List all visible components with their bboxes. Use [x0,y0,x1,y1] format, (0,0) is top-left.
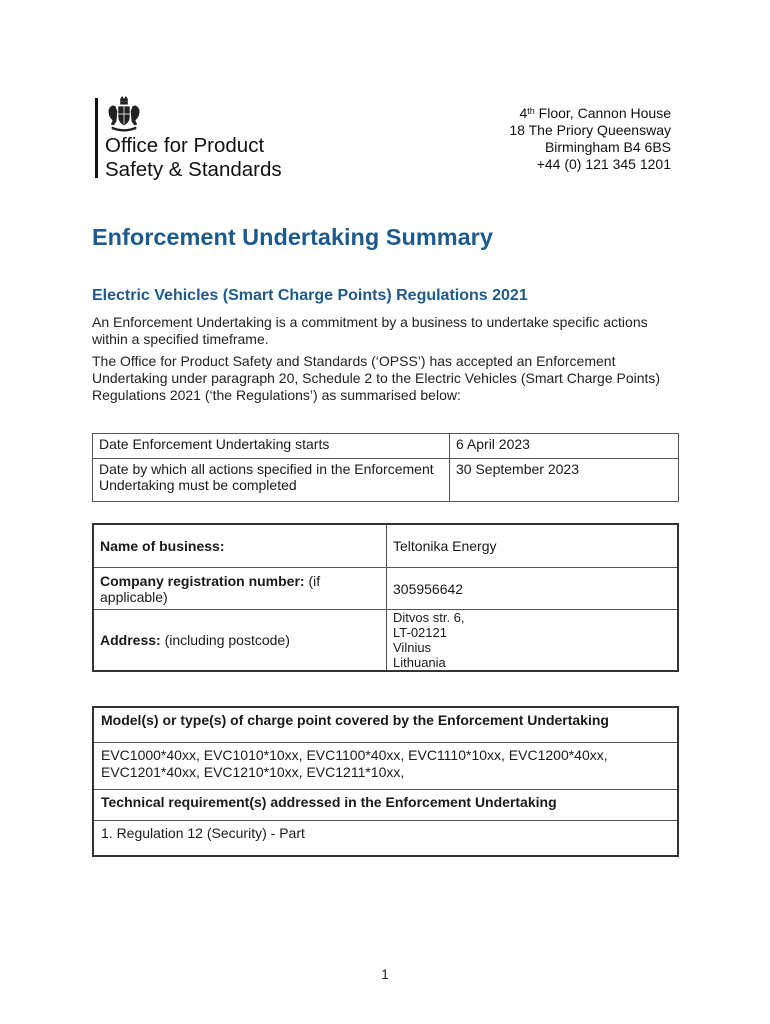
page-number: 1 [381,966,389,982]
business-address-line: LT-02121 [393,625,447,640]
address-floor-number: 4 [519,105,528,121]
address-label [93,610,387,672]
table-row [93,743,678,790]
address-floor [509,105,671,122]
address-label-note: (including postcode) [160,632,290,648]
models-header: Model(s) or type(s) of charge point covered by the Enforcement Undertaking [93,707,678,743]
table-row [93,459,679,502]
regulation-subtitle: Electric Vehicles (Smart Charge Points) Regulations 2021 [92,287,528,304]
acceptance-paragraph: The Office for Product Safety and Standards (‘OPSS’) has accepted an Enforcement Undertaking under paragraph 20, Schedule 2 to the Electric Vehicles (Smart Charge Points) Regulations 2021 (‘the Regulations’) as summarised below: [92,353,661,403]
business-name-value: Teltonika Energy [387,524,679,568]
page-title: Enforcement Undertaking Summary [92,224,493,250]
start-date-value: 6 April 2023 [450,434,679,459]
table-row [93,610,678,672]
business-address-value [387,610,679,672]
registration-label-bold: Company registration number: [100,572,305,589]
table-row [93,568,678,610]
completion-date-value: 30 September 2023 [450,459,679,502]
models-value: EVC1000*40xx, EVC1010*10xx, EVC1100*40xx, EVC1110*10xx, EVC1200*40xx, EVC1201*40xx, EVC1210*10xx, EVC1211*10xx, [93,743,678,790]
table-row [93,707,678,743]
logo-divider-bar [95,98,98,178]
table-row [93,790,678,821]
technical-requirement-header: Technical requirement(s) addressed in the Enforcement Undertaking [93,790,678,821]
business-address-line: Ditvos str. 6, [393,610,465,625]
logo-line-1: Office for Product [105,134,265,157]
registration-number-value: 305956642 [387,568,679,610]
business-details-table [92,523,679,672]
address-label-bold: Address: [100,632,161,648]
address-city: Birmingham B4 6BS [544,139,671,155]
office-address [509,105,671,173]
models-table [92,706,679,857]
logo-text [105,134,282,182]
intro-paragraph: An Enforcement Undertaking is a commitment by a business to undertake specific actions within a specified timeframe. [92,314,648,347]
address-street: 18 The Priory Queensway [509,122,671,138]
business-address-line: Vilnius [393,640,432,655]
business-name-label: Name of business: [93,524,387,568]
completion-date-label: Date by which all actions specified in the Enforcement Undertaking must be completed [93,459,450,502]
table-row [93,524,678,568]
address-phone: +44 (0) 121 345 1201 [536,156,671,172]
logo-line-2: Safety & Standards [105,158,282,181]
address-floor-text: Floor, Cannon House [534,105,671,121]
start-date-label: Date Enforcement Undertaking starts [93,434,450,459]
table-row [93,434,679,459]
business-address-line: Lithuania [393,655,446,670]
table-row [93,821,678,857]
registration-label-note: (if applicable) [100,572,321,605]
registration-number-label [93,568,387,610]
address-floor-suffix: th [527,106,535,116]
royal-coat-of-arms-icon [105,96,143,132]
dates-table [92,433,679,502]
technical-requirement-value: 1. Regulation 12 (Security) - Part [93,821,678,857]
